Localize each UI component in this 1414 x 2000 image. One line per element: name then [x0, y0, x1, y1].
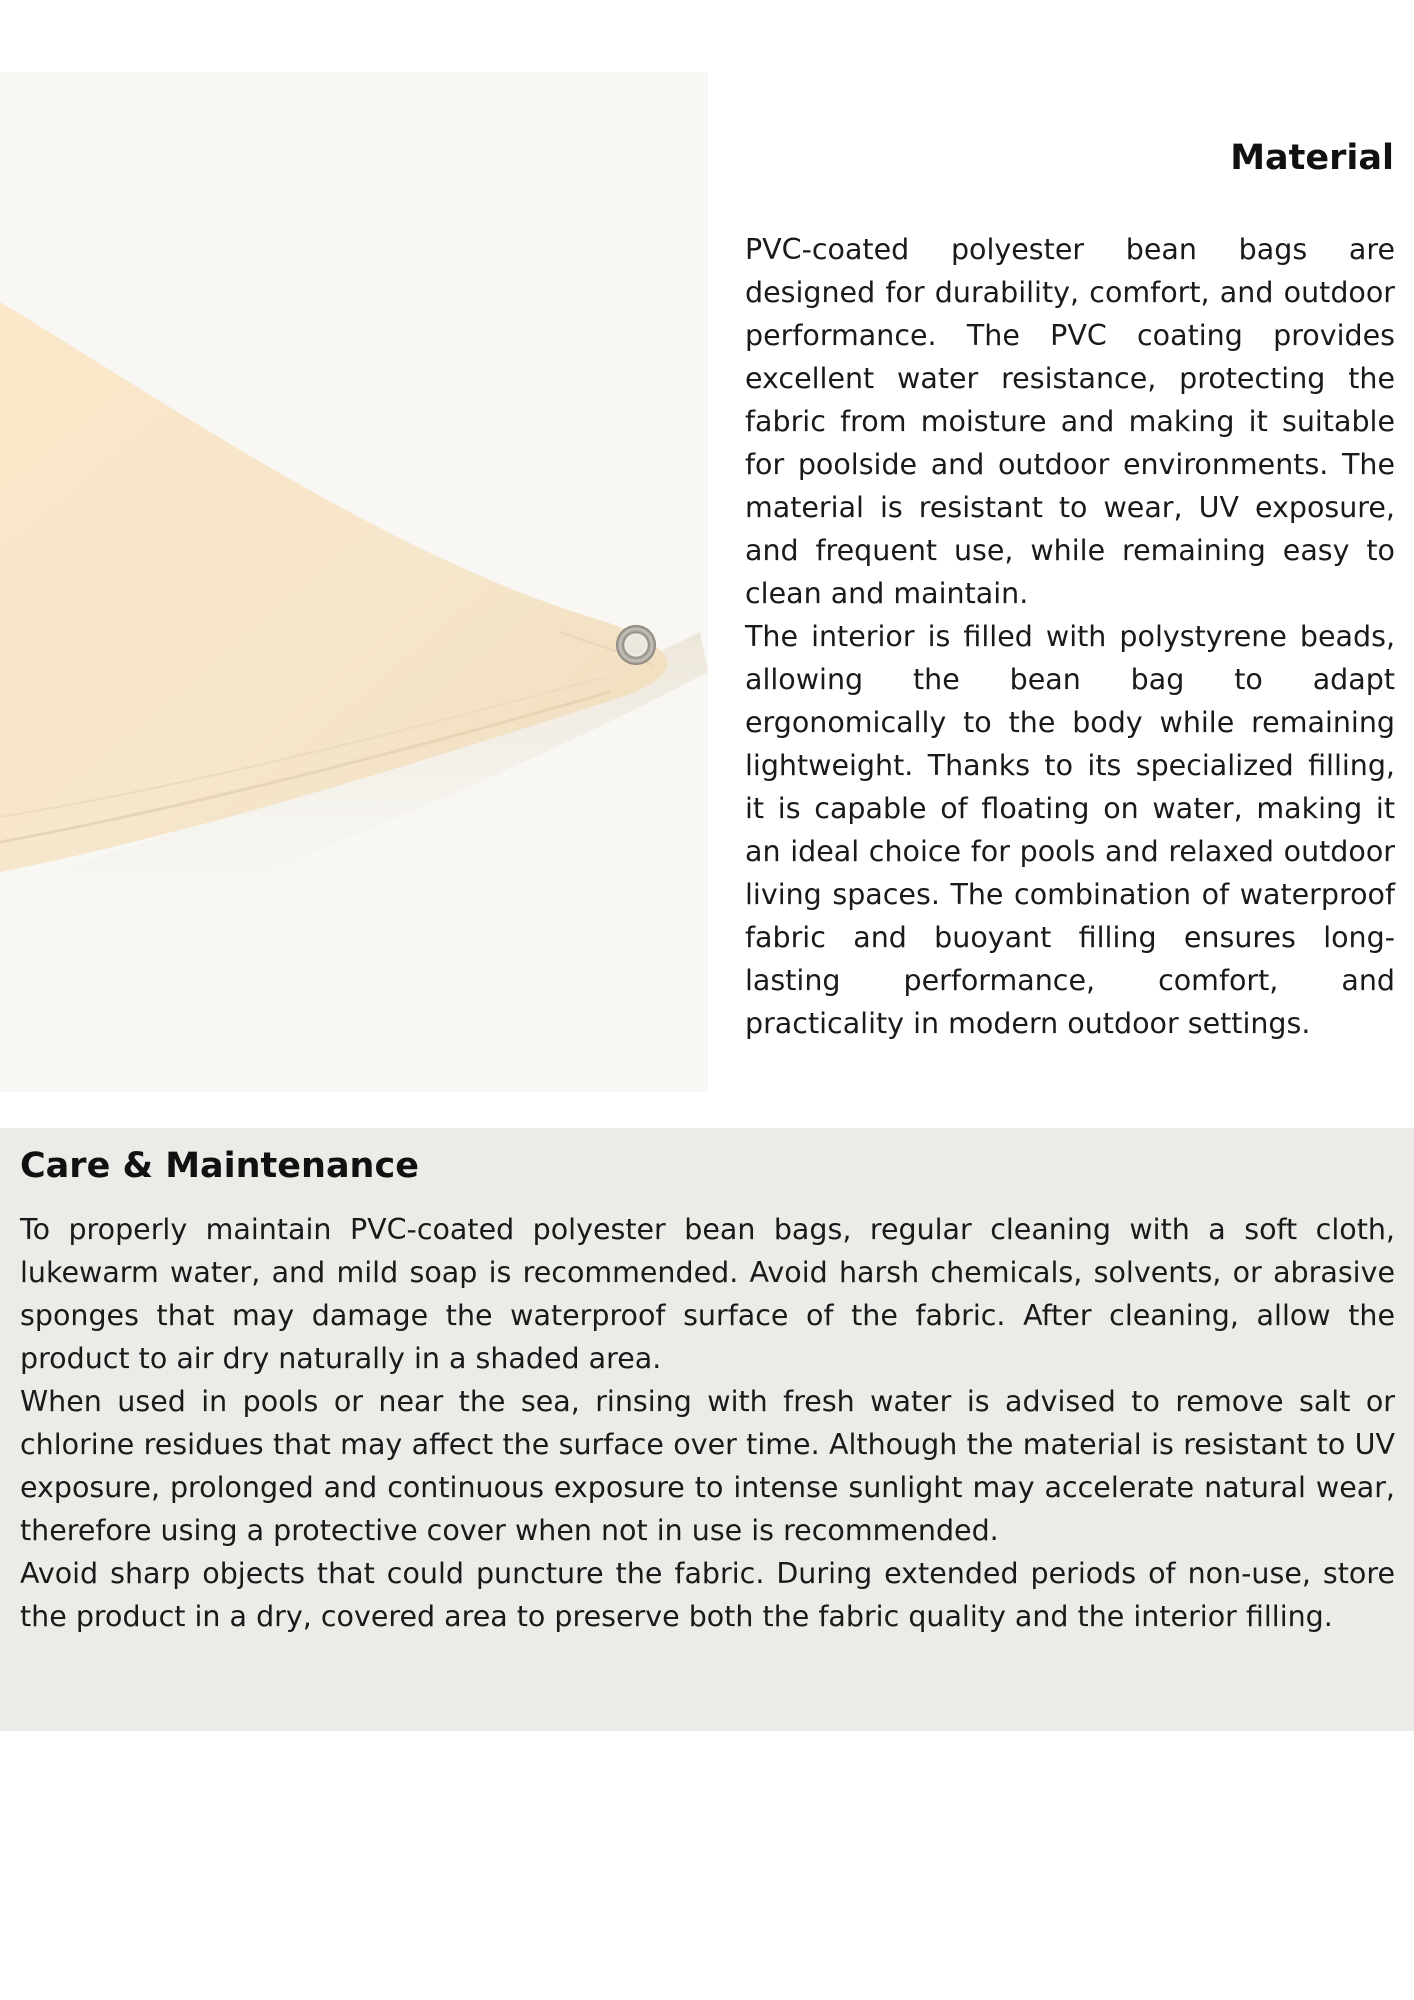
care-section [0, 1128, 1414, 1731]
bean-bag-corner-image [0, 72, 708, 1092]
care-paragraph: Avoid sharp objects that could puncture the fabric. During extended periods of non-use, store the product in a dry, covered area to preserve both the fabric quality and the interior filling. [20, 1557, 1395, 1633]
product-photo [0, 72, 708, 1092]
care-heading: Care & Maintenance [20, 1146, 419, 1186]
care-paragraph: To properly maintain PVC-coated polyester bean bags, regular cleaning with a soft cloth, lukewarm water, and mild soap is recommended. Avoid harsh chemicals, solvents, or abrasive sponges that may damage the waterproof surface of the fabric. After cleaning, allow the product to air dry naturally in a shaded area. [20, 1213, 1395, 1375]
material-paragraph: The interior is filled with polystyrene beads, allowing the bean bag to adapt ergonomically to the body while remaining lightweight. Thanks to its specialized filling, it is capable of floating on water, making it an ideal choice for pools and relaxed outdoor living spaces. The combination of waterproof fabric and buoyant filling ensures long-lasting performance, comfort, and practicality in modern outdoor settings. [745, 620, 1395, 1040]
material-description [745, 228, 1395, 1045]
care-paragraph: When used in pools or near the sea, rinsing with fresh water is advised to remove salt or chlorine residues that may affect the surface over time. Although the material is resistant to UV exposure, prolonged and continuous exposure to intense sunlight may accelerate natural wear, therefore using a protective cover when not in use is recommended. [20, 1385, 1395, 1547]
care-description [20, 1208, 1395, 1638]
material-heading: Material [1230, 138, 1394, 178]
material-paragraph: PVC-coated polyester bean bags are designed for durability, comfort, and outdoor performance. The PVC coating provides excellent water resistance, protecting the fabric from moisture and making it suitable for poolside and outdoor environments. The material is resistant to wear, UV exposure, and frequent use, while remaining easy to clean and maintain. [745, 233, 1395, 610]
